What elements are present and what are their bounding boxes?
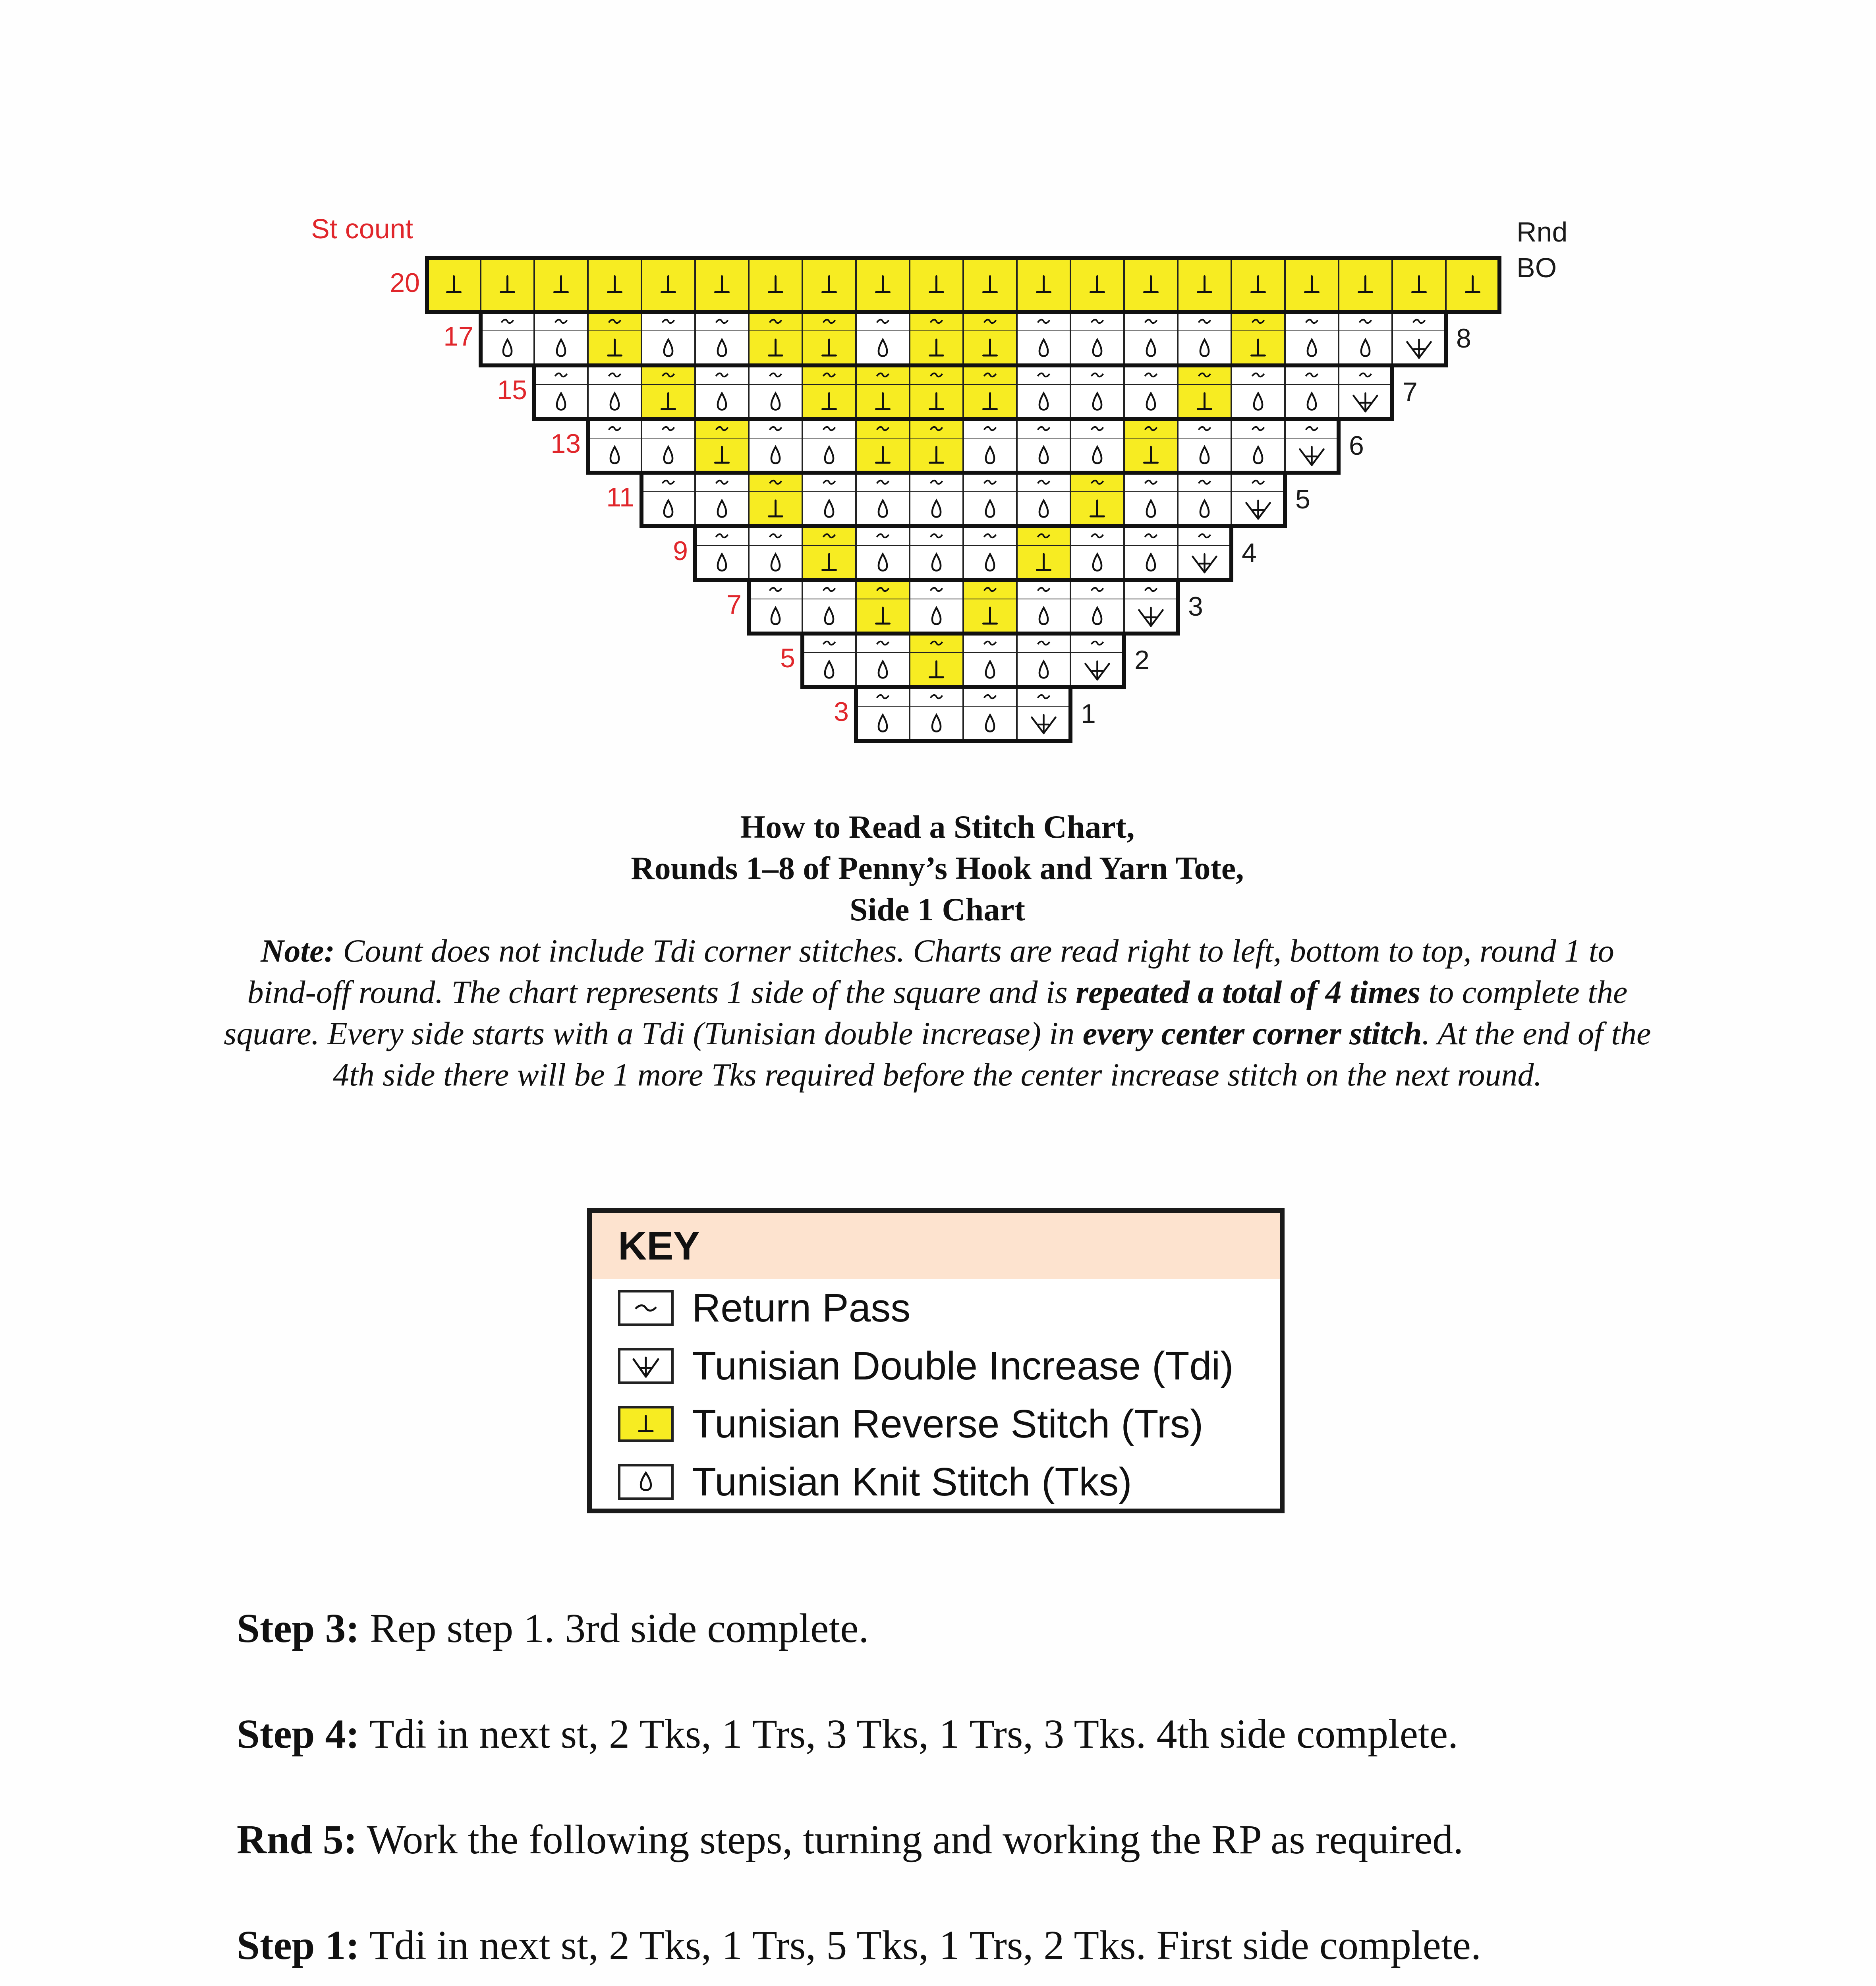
- chart-cell: [1339, 258, 1392, 312]
- chart-cell: [1070, 258, 1124, 312]
- st-count-label: 15: [497, 375, 527, 405]
- chart-cell: [1124, 312, 1178, 365]
- tunisian-reverse-stitch-icon: [618, 1406, 674, 1442]
- chart-cell: [695, 365, 749, 419]
- st-count-label: 7: [726, 589, 742, 620]
- chart-cell: [802, 419, 856, 473]
- tunisian-knit-stitch-icon: [618, 1464, 674, 1500]
- step-text: Work the following steps, turning and working the RP as required.: [357, 1817, 1464, 1862]
- chart-cell: [856, 526, 910, 580]
- chart-cell: [588, 258, 641, 312]
- chart-cell: [588, 419, 641, 473]
- note-text-1: Count does not include Tdi corner stitches. Charts are read right to left, bottom to top, round 1 to bind-off round. The chart represents 1 side of the square and is: [247, 933, 1614, 1010]
- chart-cell: [749, 312, 802, 365]
- chart-cell: [963, 687, 1017, 741]
- round-label: 4: [1242, 538, 1257, 568]
- key-item-return-pass: [592, 1279, 1280, 1337]
- chart-cell: [641, 312, 695, 365]
- chart-cell: [802, 473, 856, 526]
- chart-cell: [588, 312, 641, 365]
- chart-row: [726, 580, 1203, 634]
- chart-cell: [802, 312, 856, 365]
- chart-cell: [1231, 473, 1285, 526]
- chart-cell: [856, 687, 910, 741]
- caption-title-2: Rounds 1–8 of Penny’s Hook and Yarn Tote,: [631, 850, 1244, 886]
- chart-cell: [1017, 473, 1070, 526]
- st-count-label: 20: [390, 268, 420, 298]
- chart-cell: [1339, 365, 1392, 419]
- chart-cell: [910, 580, 963, 634]
- chart-cell: [1070, 312, 1124, 365]
- key-label-tks: Tunisian Knit Stitch (Tks): [692, 1459, 1132, 1504]
- chart-cell: [1070, 634, 1124, 687]
- chart-cell: [1178, 526, 1231, 580]
- chart-cell: [481, 258, 534, 312]
- step-line: [237, 1816, 1786, 1922]
- chart-cell: [802, 365, 856, 419]
- step-line: [237, 1710, 1786, 1816]
- chart-cell: [910, 687, 963, 741]
- chart-cell: [910, 473, 963, 526]
- st-count-label: 9: [673, 536, 688, 566]
- chart-cell: [481, 312, 534, 365]
- chart-cell: [856, 312, 910, 365]
- chart-cell: [1231, 365, 1285, 419]
- round-label: 3: [1188, 591, 1203, 622]
- round-label: 5: [1295, 484, 1310, 514]
- chart-cell: [1178, 473, 1231, 526]
- stitch-key: [587, 1208, 1285, 1513]
- st-count-header: St count: [311, 213, 413, 244]
- chart-cell: [963, 526, 1017, 580]
- chart-cell: [1178, 419, 1231, 473]
- chart-cell: [1124, 258, 1178, 312]
- chart-cell: [1231, 419, 1285, 473]
- key-item-tdi: [592, 1337, 1280, 1395]
- chart-cell: [1285, 312, 1339, 365]
- chart-cell: [963, 258, 1017, 312]
- chart-cell: [534, 312, 588, 365]
- step-text: Rep step 1. 3rd side complete.: [359, 1605, 869, 1651]
- chart-cell: [1392, 258, 1446, 312]
- chart-cell: [1070, 473, 1124, 526]
- chart-row: [390, 258, 1499, 312]
- chart-row: [443, 312, 1471, 365]
- chart-cell: [1017, 634, 1070, 687]
- chart-cell: [749, 365, 802, 419]
- chart-grid: [390, 258, 1499, 741]
- chart-cell: [749, 419, 802, 473]
- st-count-label: 3: [834, 697, 849, 727]
- chart-cell: [802, 634, 856, 687]
- step-text: Tdi in next st, 2 Tks, 1 Trs, 3 Tks, 1 Trs, 3 Tks. 4th side complete.: [359, 1711, 1459, 1757]
- chart-cell: [1017, 258, 1070, 312]
- chart-row: [497, 365, 1417, 419]
- chart-cell: [856, 258, 910, 312]
- chart-cell: [1017, 526, 1070, 580]
- chart-cell: [910, 419, 963, 473]
- chart-cell: [534, 258, 588, 312]
- chart-cell: [695, 526, 749, 580]
- chart-cell: [1231, 258, 1285, 312]
- chart-cell: [695, 473, 749, 526]
- caption-title-1: How to Read a Stitch Chart,: [740, 809, 1135, 845]
- chart-cell: [749, 580, 802, 634]
- step-line: [237, 1605, 1786, 1710]
- step-label: Step 1:: [237, 1922, 360, 1968]
- chart-cell: [963, 473, 1017, 526]
- note-bold-2: every center corner stitch: [1082, 1015, 1422, 1051]
- chart-cell: [910, 526, 963, 580]
- pattern-steps: [237, 1605, 1786, 1986]
- chart-cell: [1231, 312, 1285, 365]
- chart-row: [673, 526, 1257, 580]
- chart-cell: [1178, 312, 1231, 365]
- chart-cell: [1017, 312, 1070, 365]
- chart-row: [551, 419, 1364, 473]
- key-label-trs: Tunisian Reverse Stitch (Trs): [692, 1401, 1204, 1446]
- chart-cell: [910, 312, 963, 365]
- chart-cell: [1285, 258, 1339, 312]
- chart-cell: [1446, 258, 1499, 312]
- chart-cell: [1017, 580, 1070, 634]
- key-item-tks: [592, 1453, 1280, 1511]
- chart-cell: [695, 419, 749, 473]
- st-count-label: 17: [443, 321, 473, 352]
- caption-title-3: Side 1 Chart: [850, 891, 1025, 927]
- chart-cell: [641, 258, 695, 312]
- chart-cell: [963, 365, 1017, 419]
- note-text-3: . At the end of the 4th side there will be 1 more Tks required before the center increase stitch on the next round.: [333, 1015, 1651, 1093]
- chart-cell: [1392, 312, 1446, 365]
- chart-cell: [641, 365, 695, 419]
- chart-caption: [222, 806, 1652, 1095]
- chart-cell: [963, 634, 1017, 687]
- chart-cell: [1124, 365, 1178, 419]
- note-text-2: to complete the square. Every side starts with a Tdi (Tunisian double increase) in: [224, 974, 1628, 1051]
- chart-cell: [749, 526, 802, 580]
- chart-row: [834, 687, 1096, 741]
- chart-row: [780, 634, 1150, 687]
- step-label: Rnd 5:: [237, 1817, 357, 1862]
- chart-cell: [749, 258, 802, 312]
- chart-cell: [963, 312, 1017, 365]
- rnd-header: Rnd: [1517, 216, 1568, 247]
- step-label: Step 3:: [237, 1605, 360, 1651]
- round-label: 8: [1456, 323, 1471, 354]
- chart-cell: [1017, 419, 1070, 473]
- chart-cell: [802, 526, 856, 580]
- chart-cell: [910, 634, 963, 687]
- chart-cell: [534, 365, 588, 419]
- key-label-return-pass: Return Pass: [692, 1285, 911, 1330]
- return-pass-icon: [618, 1290, 674, 1326]
- chart-cell: [749, 473, 802, 526]
- caption-note: [222, 930, 1652, 1095]
- chart-cell: [856, 473, 910, 526]
- chart-cell: [588, 365, 641, 419]
- chart-cell: [1124, 580, 1178, 634]
- step-line: [237, 1922, 1786, 1986]
- chart-cell: [641, 419, 695, 473]
- round-label: 6: [1349, 431, 1364, 461]
- chart-cell: [1178, 365, 1231, 419]
- step-text: Tdi in next st, 2 Tks, 1 Trs, 5 Tks, 1 Trs, 2 Tks. First side complete.: [359, 1922, 1481, 1968]
- chart-cell: [910, 365, 963, 419]
- step-label: Step 4:: [237, 1711, 360, 1757]
- key-item-trs: [592, 1395, 1280, 1453]
- chart-row: [606, 473, 1310, 526]
- note-label: Note:: [261, 933, 335, 969]
- chart-cell: [1017, 687, 1070, 741]
- bo-label: BO: [1517, 252, 1557, 283]
- chart-cell: [1285, 419, 1339, 473]
- chart-cell: [963, 580, 1017, 634]
- st-count-label: 5: [780, 643, 795, 673]
- round-label: 1: [1081, 699, 1096, 729]
- chart-cell: [1070, 365, 1124, 419]
- tunisian-double-increase-icon: [618, 1348, 674, 1384]
- round-label: 2: [1134, 645, 1150, 675]
- chart-cell: [1285, 365, 1339, 419]
- chart-cell: [1124, 526, 1178, 580]
- chart-cell: [1017, 365, 1070, 419]
- key-label-tdi: Tunisian Double Increase (Tdi): [692, 1343, 1234, 1388]
- chart-cell: [641, 473, 695, 526]
- chart-cell: [856, 365, 910, 419]
- chart-cell: [1070, 419, 1124, 473]
- chart-cell: [695, 312, 749, 365]
- st-count-label: 11: [606, 482, 634, 512]
- chart-cell: [427, 258, 481, 312]
- chart-cell: [802, 258, 856, 312]
- chart-cell: [1124, 473, 1178, 526]
- st-count-label: 13: [551, 429, 581, 459]
- chart-cell: [1178, 258, 1231, 312]
- stitch-chart: [0, 0, 1876, 755]
- chart-cell: [802, 580, 856, 634]
- chart-cell: [856, 580, 910, 634]
- chart-cell: [1339, 312, 1392, 365]
- chart-cell: [1070, 580, 1124, 634]
- chart-cell: [1070, 526, 1124, 580]
- chart-cell: [910, 258, 963, 312]
- chart-cell: [856, 419, 910, 473]
- note-bold-1: repeated a total of 4 times: [1076, 974, 1420, 1010]
- chart-cell: [963, 419, 1017, 473]
- key-title: KEY: [592, 1213, 1280, 1279]
- chart-cell: [695, 258, 749, 312]
- round-label: 7: [1403, 377, 1418, 407]
- chart-cell: [1124, 419, 1178, 473]
- chart-cell: [856, 634, 910, 687]
